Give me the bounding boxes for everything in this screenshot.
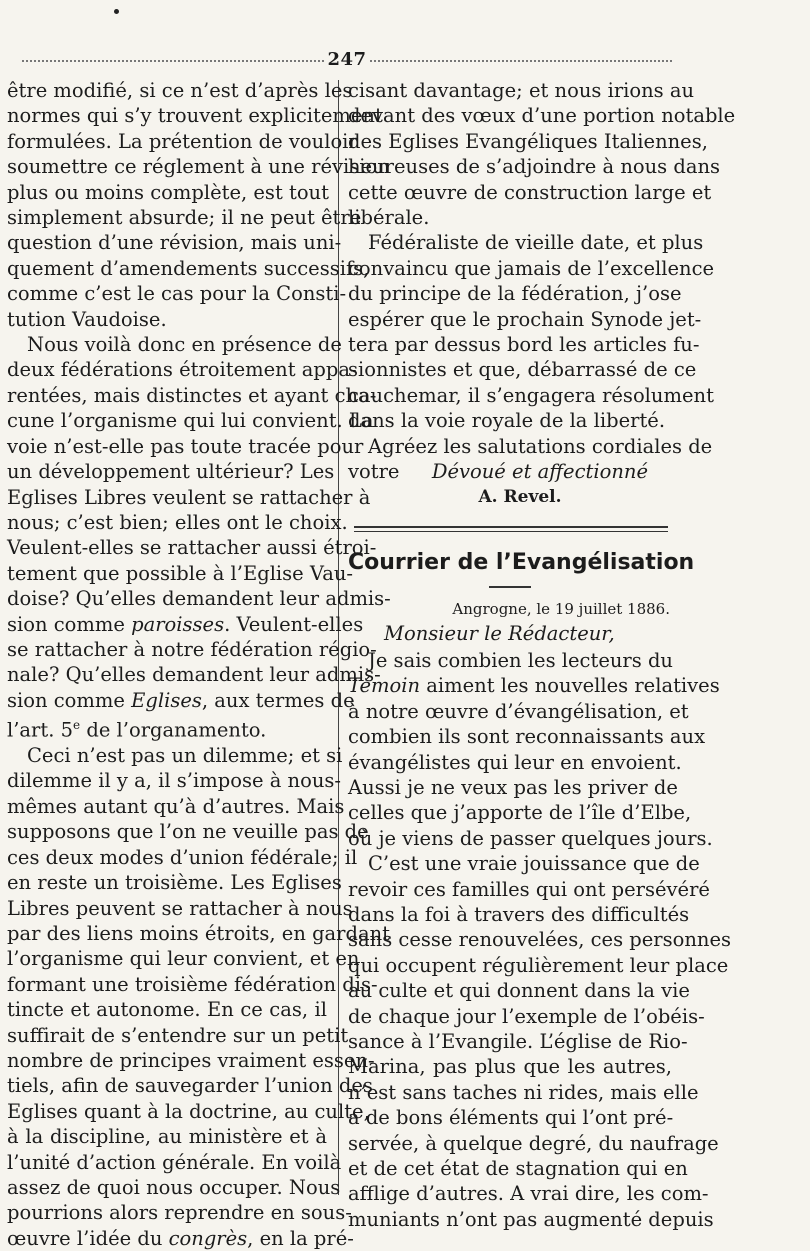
text-line: mêmes autant qu’à d’autres. Mais — [7, 794, 345, 818]
text-line: comme c’est le cas pour la Consti- — [7, 282, 347, 306]
section-title: Courrier de l’Evangélisation — [348, 549, 695, 575]
text-line: devant des vœux d’une portion notable — [348, 104, 736, 128]
text-line — [7, 713, 327, 743]
text-run: sion comme — [7, 688, 132, 712]
text-run: de l’organamento. — [80, 718, 267, 742]
text-line: plus ou moins complète, est tout — [7, 180, 329, 204]
text-line: doise? Qu’elles demandent leur admis- — [7, 587, 391, 611]
letter-dateline: Angrogne, le 19 juillet 1886. — [452, 599, 670, 618]
paragraph-start: Agréez les salutations cordiales de — [368, 434, 713, 458]
text-line: normes qui s’y trouvent explicitement — [7, 104, 383, 128]
text-line: rentées, mais distinctes et ayant cha- — [7, 383, 377, 407]
section-rule-thin — [354, 531, 668, 532]
text-line: dans la voie royale de la liberté. — [348, 409, 666, 433]
text-line: par des liens moins étroits, en gardant — [7, 921, 391, 945]
title-rule — [489, 586, 531, 588]
text-line: revoir ces familles qui ont persévéré — [348, 877, 710, 901]
text-run: l’art. 5 — [7, 718, 74, 742]
text-line: tera par dessus bord les articles fu- — [348, 333, 700, 357]
text-line: au culte et qui donnent dans la vie — [348, 979, 690, 1003]
text-line: et de cet état de stagnation qui en — [348, 1157, 688, 1181]
text-line: deux fédérations étroitement appa- — [7, 358, 357, 382]
superscript: e — [73, 718, 81, 733]
text-line: suffirait de s’entendre sur un petit — [7, 1023, 349, 1047]
text-line — [348, 673, 720, 698]
letter-salutation: Monsieur le Rédacteur, — [384, 621, 615, 645]
text-line: nombre de principes vraiment essen- — [7, 1048, 375, 1072]
author-signature: A. Revel. — [478, 486, 562, 507]
text-line: sionnistes et que, débarrassé de ce — [348, 358, 697, 382]
text-line: simplement absurde; il ne peut être — [7, 206, 362, 230]
text-line: cette œuvre de construction large et — [348, 180, 712, 204]
text-line: assez de quoi nous occuper. Nous — [7, 1175, 341, 1199]
text-line: de chaque jour l’exemple de l’obéis- — [348, 1004, 705, 1028]
text-line: Libres peuvent se rattacher à nous — [7, 896, 353, 920]
text-line: espérer que le prochain Synode jet- — [348, 307, 702, 331]
text-line: formant une troisième fédération dis- — [7, 972, 378, 996]
right-column — [348, 78, 736, 1232]
text-line: l’organisme qui leur convient, et en — [7, 947, 360, 971]
italic-term: paroisses — [131, 612, 225, 636]
closing-line — [348, 459, 672, 484]
text-line: cune l’organisme qui lui convient. La — [7, 409, 374, 433]
text-line: du principe de la fédération, j’ose — [348, 282, 682, 306]
text-line: celles que j’apporte de l’île d’Elbe, — [348, 801, 692, 825]
text-line — [7, 612, 364, 637]
text-run: œuvre l’idée du — [7, 1226, 169, 1250]
text-line — [7, 1226, 354, 1251]
header-rule-left — [22, 60, 324, 62]
paragraph-start: Ceci n’est pas un dilemme; et si — [27, 744, 343, 768]
text-line: un développement ultérieur? Les — [7, 460, 335, 484]
text-line: convaincu que jamais de l’excellence — [348, 256, 715, 280]
ink-speck — [114, 9, 119, 14]
text-line: Eglises quant à la doctrine, au culte, — [7, 1099, 370, 1123]
text-line: tement que possible à l’Eglise Vau- — [7, 561, 353, 585]
text-line: cauchemar, il s’engagera résolument — [348, 383, 714, 407]
text-line: libérale. — [348, 206, 430, 230]
section-rule-thick — [354, 526, 668, 528]
text-line: combien ils sont reconnaissants aux — [348, 725, 706, 749]
text-run: , aux termes de — [201, 688, 355, 712]
text-line: Veulent-elles se rattacher aussi étroi- — [7, 536, 377, 560]
text-line: question d’une révision, mais uni- — [7, 231, 342, 255]
text-line: n’est sans taches ni rides, mais elle — [348, 1080, 699, 1104]
text-line: en reste un troisième. Les Eglises — [7, 871, 342, 895]
text-line: pourrions alors reprendre en sous- — [7, 1201, 352, 1225]
text-line: soumettre ce réglement à une révision — [7, 155, 390, 179]
text-line: l’unité d’action générale. En voilà — [7, 1150, 342, 1174]
text-line: afflige d’autres. A vrai dire, les com- — [348, 1182, 709, 1206]
text-line: nous; c’est bien; elles ont le choix. — [7, 510, 348, 534]
italic-term: Témoin — [348, 674, 421, 698]
text-line: Aussi je ne veux pas les priver de — [348, 775, 678, 799]
text-line: ces deux modes d’union fédérale; il — [7, 845, 358, 869]
text-line: tincte et autonome. En ce cas, il — [7, 998, 327, 1022]
closing-formula: Dévoué et affectionné — [431, 460, 648, 484]
text-line: Marina, pas plus que les autres, — [348, 1055, 672, 1079]
text-run: . Veulent-elles — [224, 612, 364, 636]
text-line: heureuses de s’adjoindre à nous dans — [348, 155, 721, 179]
text-line: qui occupent régulièrement leur place — [348, 953, 729, 977]
text-line: Eglises Libres veulent se rattacher à — [7, 485, 371, 509]
header-rule-right — [370, 60, 672, 62]
closing-votre: votre — [348, 460, 400, 484]
page-header — [22, 46, 672, 72]
text-line: sans cesse renouvelées, ces personnes — [348, 928, 732, 952]
text-line: sance à l’Evangile. L’église de Rio- — [348, 1030, 688, 1053]
text-line: à la discipline, au ministère et à — [7, 1125, 327, 1149]
paragraph-start: Nous voilà donc en présence de — [27, 333, 342, 357]
text-line: quement d’amendements successifs, — [7, 256, 370, 280]
text-line: se rattacher à notre fédération régio- — [7, 637, 377, 661]
text-run: aiment les nouvelles relatives — [420, 674, 720, 698]
text-line: où je viens de passer quelques jours. — [348, 826, 713, 850]
text-line: cisant davantage; et nous irions au — [348, 79, 695, 102]
text-line: supposons que l’on ne veuille pas de — [7, 820, 369, 844]
text-line: servée, à quelque degré, du naufrage — [348, 1131, 719, 1155]
italic-term: congrès — [168, 1226, 248, 1250]
text-line: dilemme il y a, il s’impose à nous- — [7, 769, 341, 793]
text-run: , en la pré- — [247, 1226, 354, 1250]
text-run: sion comme — [7, 612, 132, 636]
page-number: 247 — [327, 48, 367, 70]
text-line: des Eglises Evangéliques Italiennes, — [348, 129, 708, 153]
text-line — [7, 688, 355, 713]
text-line: nale? Qu’elles demandent leur admis- — [7, 663, 381, 687]
text-line: être modifié, si ce n’est d’après les — [7, 79, 353, 102]
italic-term: Eglises — [131, 688, 202, 712]
text-line: a de bons éléments qui l’ont pré- — [348, 1106, 674, 1130]
text-line: tution Vaudoise. — [7, 307, 167, 331]
text-line: évangélistes qui leur en envoient. — [348, 750, 682, 774]
paragraph-start: Je sais combien les lecteurs du — [368, 648, 673, 672]
text-line: dans la foi à travers des difficultés — [348, 902, 690, 926]
text-line: voie n’est-elle pas toute tracée pour — [7, 434, 364, 458]
text-line: muniants n’ont pas augmenté depuis — [348, 1207, 714, 1231]
text-line: tiels, afin de sauvegarder l’union des — [7, 1074, 373, 1098]
text-line: à notre œuvre d’évangélisation, et — [348, 699, 689, 723]
text-line: formulées. La prétention de vouloir — [7, 129, 358, 153]
paragraph-start: Fédéraliste de vieille date, et plus — [368, 231, 704, 255]
paragraph-start: C’est une vraie jouissance que de — [368, 852, 700, 876]
